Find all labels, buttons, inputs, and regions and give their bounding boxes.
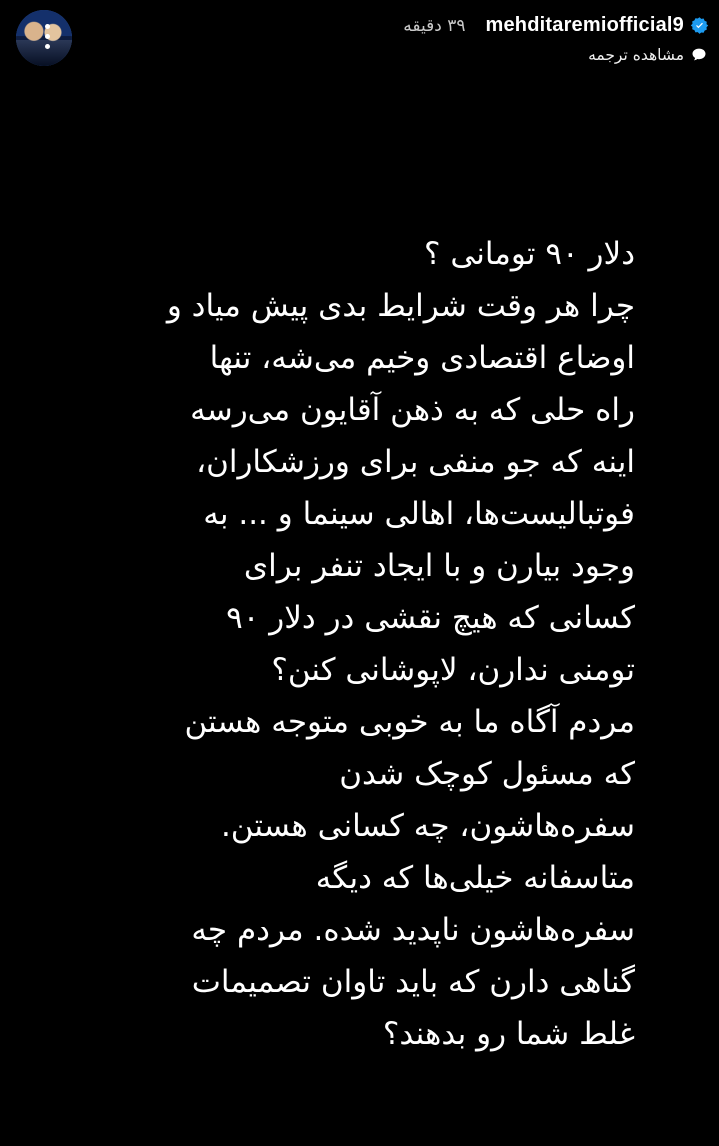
header-text-group: [72, 8, 709, 64]
story-line: وجود بیارن و با ایجاد تنفر برای: [243, 548, 635, 584]
story-line: کسانی که هیچ نقشی در دلار ۹۰: [226, 600, 635, 636]
see-translation-button[interactable]: [588, 46, 709, 64]
story-line: مردم آگاه ما به خوبی متوجه هستن: [184, 704, 635, 740]
see-translation-label: مشاهده ترجمه: [588, 46, 684, 64]
story-line: تومنی ندارن، لاپوشانی کنن؟: [271, 652, 635, 688]
timestamp-label: ۳۹ دقیقه: [403, 15, 466, 36]
speech-bubble-icon: [691, 47, 707, 63]
verified-badge-icon: [690, 16, 709, 35]
username-label[interactable]: mehditaremiofficial9: [485, 14, 684, 36]
story-line: که مسئول کوچک شدن: [339, 756, 635, 792]
story-line: چرا هر وقت شرایط بدی پیش میاد و: [166, 288, 635, 324]
more-options-vertical-icon[interactable]: [34, 16, 60, 56]
story-text-block: [0, 228, 719, 1060]
story-header: [0, 0, 719, 92]
username-row: [72, 14, 709, 37]
story-line: دلار ۹۰ تومانی ؟: [424, 236, 635, 272]
story-line: فوتبالیست‌ها، اهالی سینما و ... به: [203, 496, 635, 532]
menu-dot: [45, 24, 50, 29]
menu-dot: [45, 44, 50, 49]
story-line: سفره‌هاشون ناپدید شده. مردم چه: [191, 912, 635, 948]
story-line: متاسفانه خیلی‌ها که دیگه: [315, 860, 635, 896]
story-line: سفره‌هاشون، چه کسانی هستن.: [220, 808, 635, 844]
story-line: گناهی دارن که باید تاوان تصمیمات: [191, 964, 635, 1000]
story-line: اوضاع اقتصادی وخیم می‌شه، تنها: [209, 340, 635, 376]
story-line: غلط شما رو بدهند؟: [382, 1016, 635, 1052]
story-line: اینه که جو منفی برای ورزشکاران،: [196, 444, 635, 480]
menu-dot: [45, 34, 50, 39]
story-line: راه حلی که به ذهن آقایون می‌رسه: [190, 392, 635, 428]
